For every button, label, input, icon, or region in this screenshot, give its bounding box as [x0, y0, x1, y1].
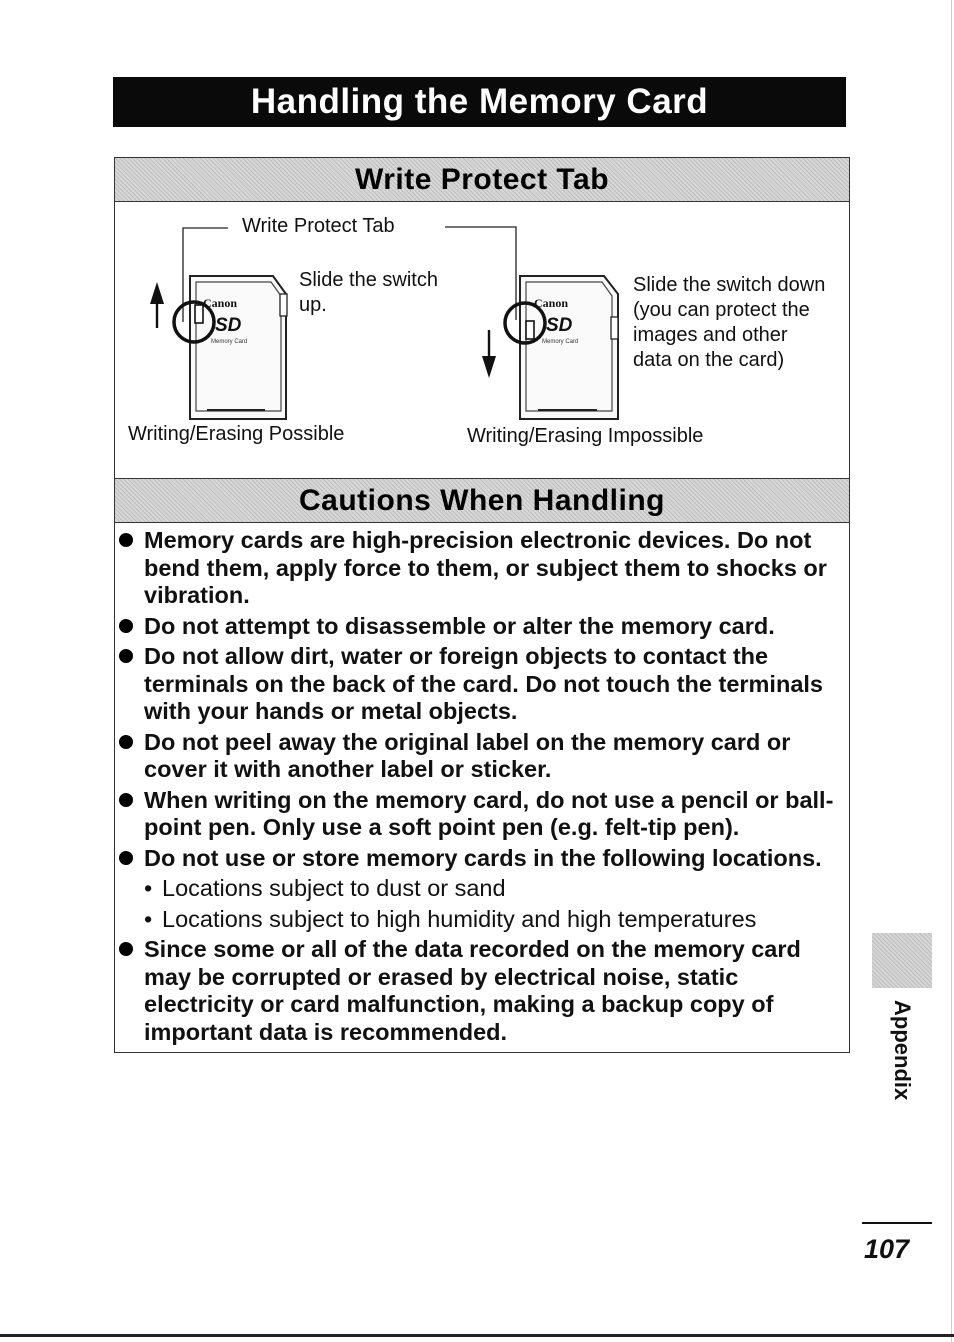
list-item: Do not use or store memory cards in the following locations.: [118, 845, 848, 873]
bullet-icon: [119, 649, 133, 663]
list-item: Do not allow dirt, water or foreign objects to contact the terminals on the back of the card. Do not touch the terminals with your hands or metal objects.: [118, 643, 848, 726]
left-caption: Writing/Erasing Possible: [128, 423, 345, 445]
card-logo-right: SD: [546, 315, 573, 336]
sub-list-item: • Locations subject to high humidity and high temperatures: [144, 905, 757, 932]
page-edge-bottom: [0, 1334, 954, 1337]
card-type-right: Memory Card: [542, 339, 579, 345]
list-item: Memory cards are high-precision electronic devices. Do not bend them, apply force to them, or subject them to shocks or vibration.: [118, 527, 848, 610]
card-brand-left: Canon: [203, 296, 238, 310]
lock-switch-left: [195, 305, 203, 323]
list-item: When writing on the memory card, do not use a pencil or ball-point pen. Only use a soft point pen (e.g. felt-tip pen).: [118, 787, 848, 842]
write-protect-tab-label: Write Protect Tab: [242, 215, 395, 237]
right-instruction-line1: Slide the switch down: [633, 274, 826, 296]
arrow-up-icon: [150, 282, 164, 304]
cautions-list: [118, 527, 848, 1049]
left-instruction-line1: Slide the switch: [299, 269, 438, 291]
write-protect-heading: Write Protect Tab: [115, 158, 849, 202]
bullet-icon: [119, 851, 133, 865]
bullet-icon: [119, 533, 133, 547]
page-number-rule: [862, 1222, 932, 1224]
small-bullet-icon: •: [144, 875, 153, 901]
arrow-down-icon: [482, 356, 496, 378]
right-caption: Writing/Erasing Impossible: [467, 425, 704, 447]
write-protect-diagram: [115, 202, 849, 478]
bullet-icon: [119, 793, 133, 807]
bullet-icon: [119, 735, 133, 749]
page-number: 107: [864, 1234, 910, 1264]
bullet-icon: [119, 619, 133, 633]
cautions-heading: Cautions When Handling: [115, 478, 849, 523]
lock-switch-right: [526, 321, 534, 339]
list-item: Since some or all of the data recorded on the memory card may be corrupted or erased by electrical noise, static electricity or card malfunction, making a backup copy of important data is recommended.: [118, 936, 848, 1046]
section-tab-label: Appendix: [890, 1000, 915, 1101]
page-title: Handling the Memory Card: [113, 77, 846, 127]
memory-card-right: [482, 276, 618, 419]
memory-card-left: [150, 276, 287, 419]
section-tab-marker: [872, 933, 932, 988]
sub-list-item: • Locations subject to dust or sand: [144, 875, 506, 901]
small-bullet-icon: •: [144, 905, 153, 932]
page-edge-right: [951, 0, 952, 1342]
list-item: Do not attempt to disassemble or alter the memory card.: [118, 613, 848, 641]
card-brand-right: Canon: [534, 296, 569, 310]
list-item: Do not peel away the original label on the memory card or cover it with another label or sticker.: [118, 729, 848, 784]
card-type-left: Memory Card: [211, 339, 248, 345]
right-instruction-line2: (you can protect the: [633, 299, 810, 321]
right-instruction-line4: data on the card): [633, 349, 785, 371]
right-instruction-line3: images and other: [633, 324, 788, 346]
bullet-icon: [119, 942, 133, 956]
left-instruction-line2: up.: [299, 294, 327, 316]
card-logo-left: SD: [215, 315, 242, 336]
